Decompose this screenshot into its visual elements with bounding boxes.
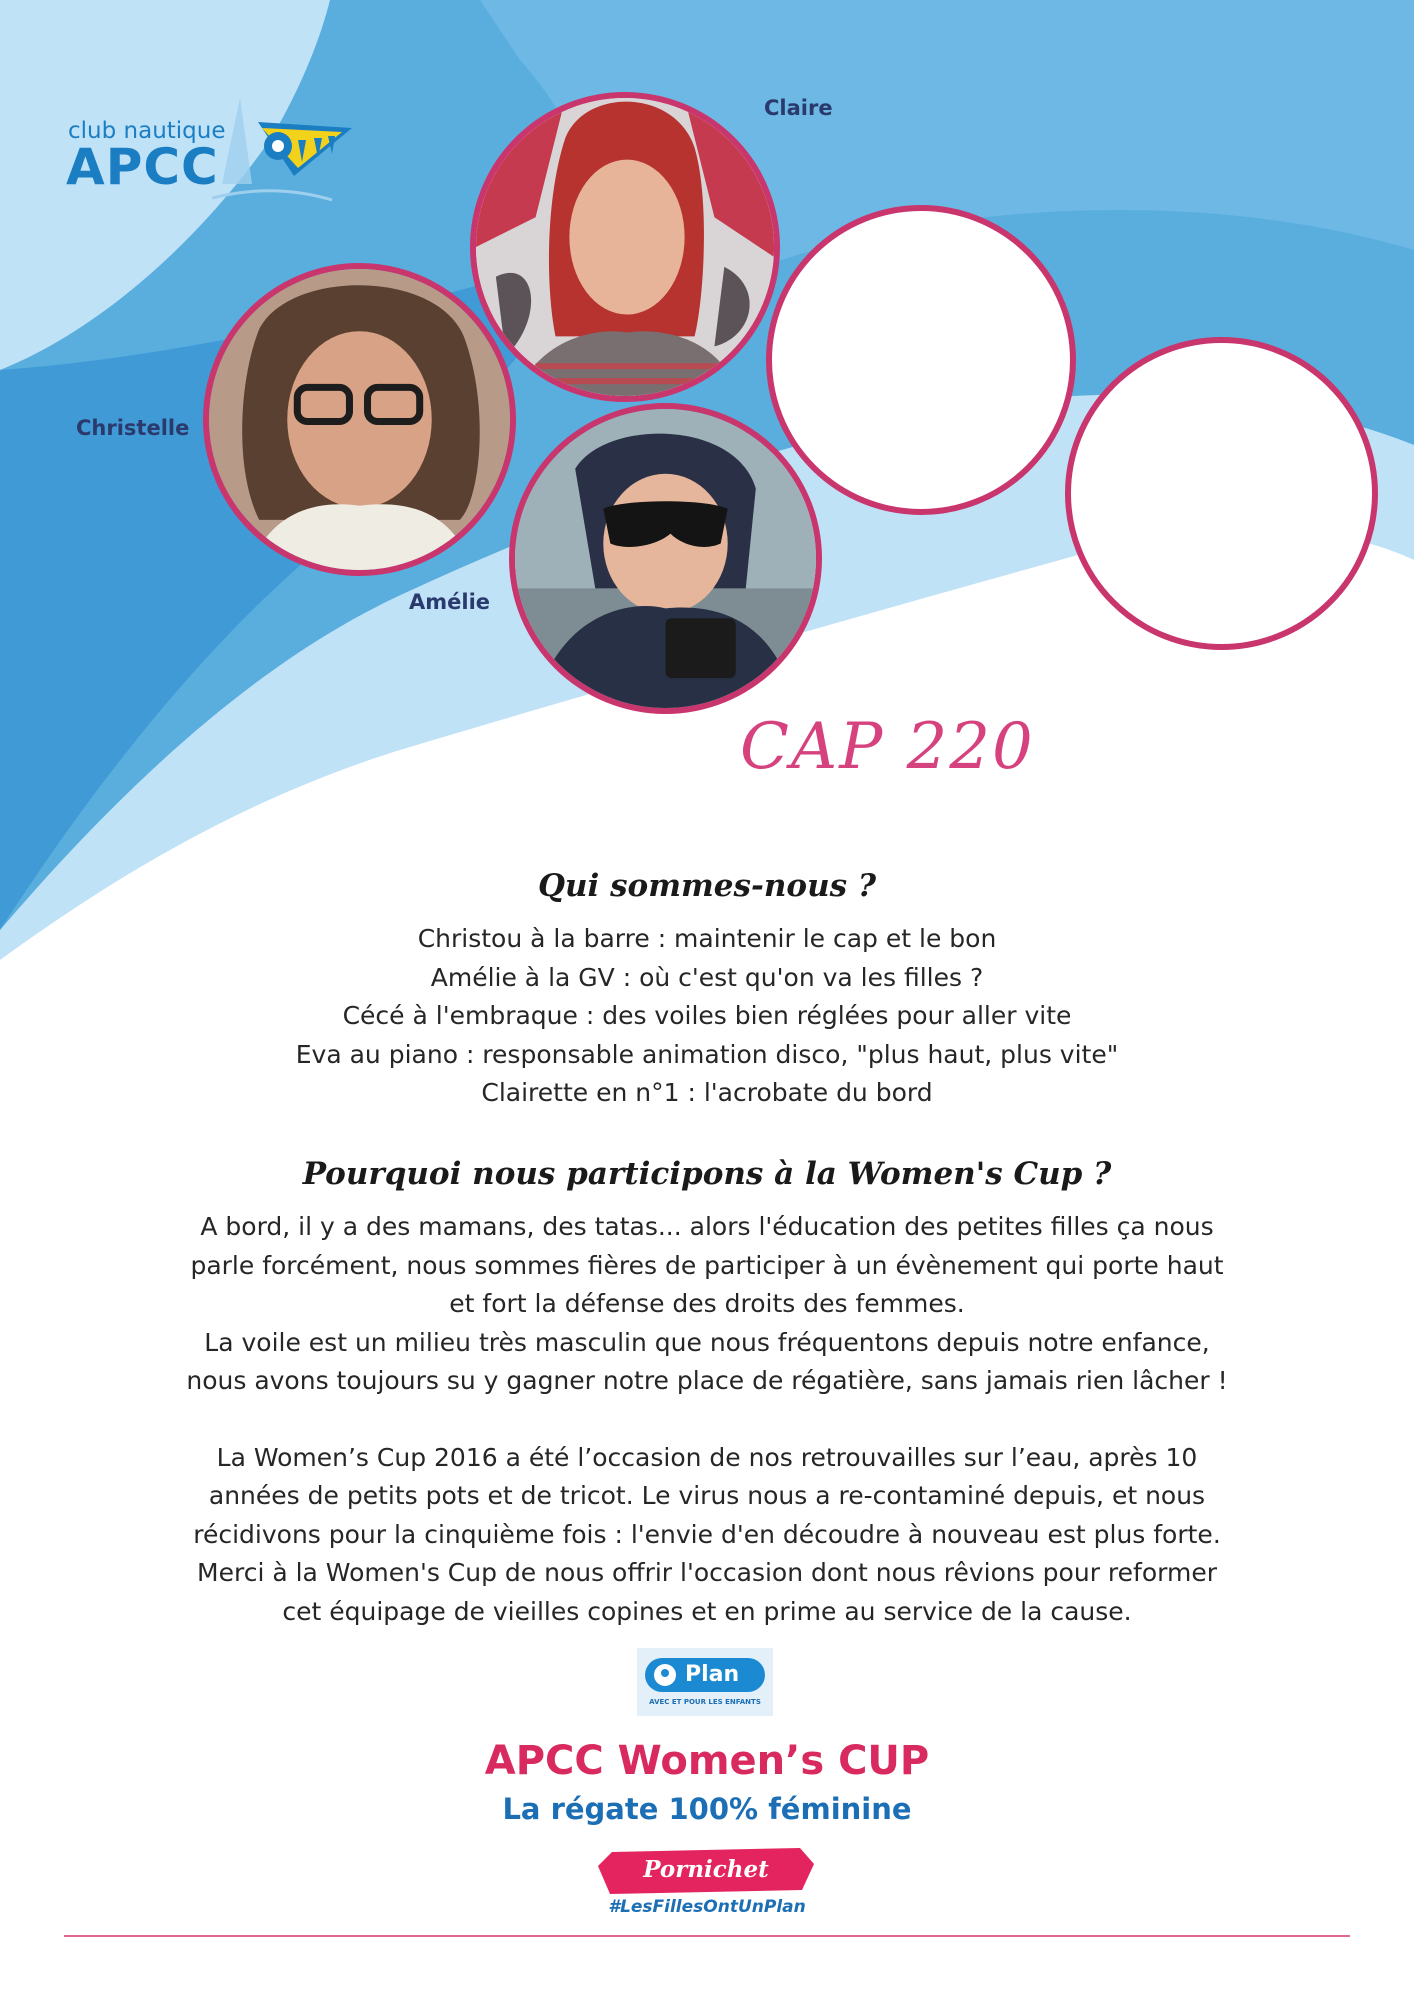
club-name-line2: APCC [66, 138, 219, 196]
who-we-are-text [150, 920, 1264, 1113]
crew-line: Cécé à l'embraque : des voiles bien réglées pour aller vite [342, 1001, 1072, 1030]
paragraph-line: Merci à la Women's Cup de nous offrir l'occasion dont nous rêvions pour reformer [197, 1558, 1217, 1587]
crew-line: Clairette en n°1 : l'acrobate du bord [481, 1078, 933, 1107]
paragraph-line: années de petits pots et de tricot. Le virus nous a re-contaminé depuis, et nous [208, 1481, 1206, 1510]
empty-photo-slot-2 [1065, 337, 1378, 650]
crew-line: Eva au piano : responsable animation disco, "plus haut, plus vite" [295, 1039, 1119, 1069]
club-name-line1: club nautique [68, 118, 226, 144]
footer-divider [64, 1935, 1350, 1937]
paragraph-line: récidivons pour la cinquième fois : l'envie d'en découdre à nouveau est plus forte. [193, 1519, 1221, 1549]
photo-amelie [509, 403, 822, 714]
name-claire: Claire [764, 96, 833, 120]
paragraph-line: nous avons toujours su y gagner notre place de régatière, sans jamais rien lâcher ! [186, 1366, 1228, 1395]
paragraph-line: cet équipage de vieilles copines et en prime au service de la cause. [282, 1596, 1132, 1626]
event-location: Pornichet [643, 1856, 769, 1883]
plan-logo-name: Plan [685, 1662, 740, 1687]
why-we-participate-text [150, 1208, 1264, 1631]
section-title-who-we-are: Qui sommes-nous ? [537, 868, 877, 904]
paragraph-line: La voile est un milieu très masculin que nous fréquentons depuis notre enfance, [204, 1327, 1210, 1357]
paragraph-line: et fort la défense des droits des femmes. [449, 1289, 965, 1318]
event-title: APCC Women’s CUP [484, 1738, 930, 1784]
plan-logo-tagline: AVEC ET POUR LES ENFANTS [649, 1698, 761, 1706]
name-christelle: Christelle [76, 416, 190, 440]
event-subtitle: La régate 100% féminine [502, 1792, 912, 1826]
paragraph-line: A bord, il y a des mamans, des tatas... alors l'éducation des petites filles ça nous [200, 1212, 1214, 1241]
photo-christelle [203, 263, 516, 576]
event-hashtag: #LesFillesOntUnPlan [608, 1897, 806, 1917]
plan-logo [637, 1648, 773, 1716]
paragraph-spacer [150, 1401, 1264, 1439]
crew-line: Amélie à la GV : où c'est qu'on va les filles ? [430, 962, 984, 992]
paragraph-line: parle forcément, nous sommes fières de participer à un évènement qui porte haut [190, 1250, 1224, 1280]
team-title: CAP 220 [740, 710, 1035, 784]
section-title-why-we-participate: Pourquoi nous participons à la Women's Cup ? [302, 1156, 1112, 1192]
paragraph-line: La Women’s Cup 2016 a été l’occasion de nos retrouvailles sur l’eau, après 10 [216, 1442, 1198, 1472]
empty-photo-slot-1 [766, 205, 1076, 515]
photo-claire [470, 92, 780, 402]
name-amelie: Amélie [409, 590, 491, 614]
crew-line: Christou à la barre : maintenir le cap et le bon [417, 924, 997, 953]
